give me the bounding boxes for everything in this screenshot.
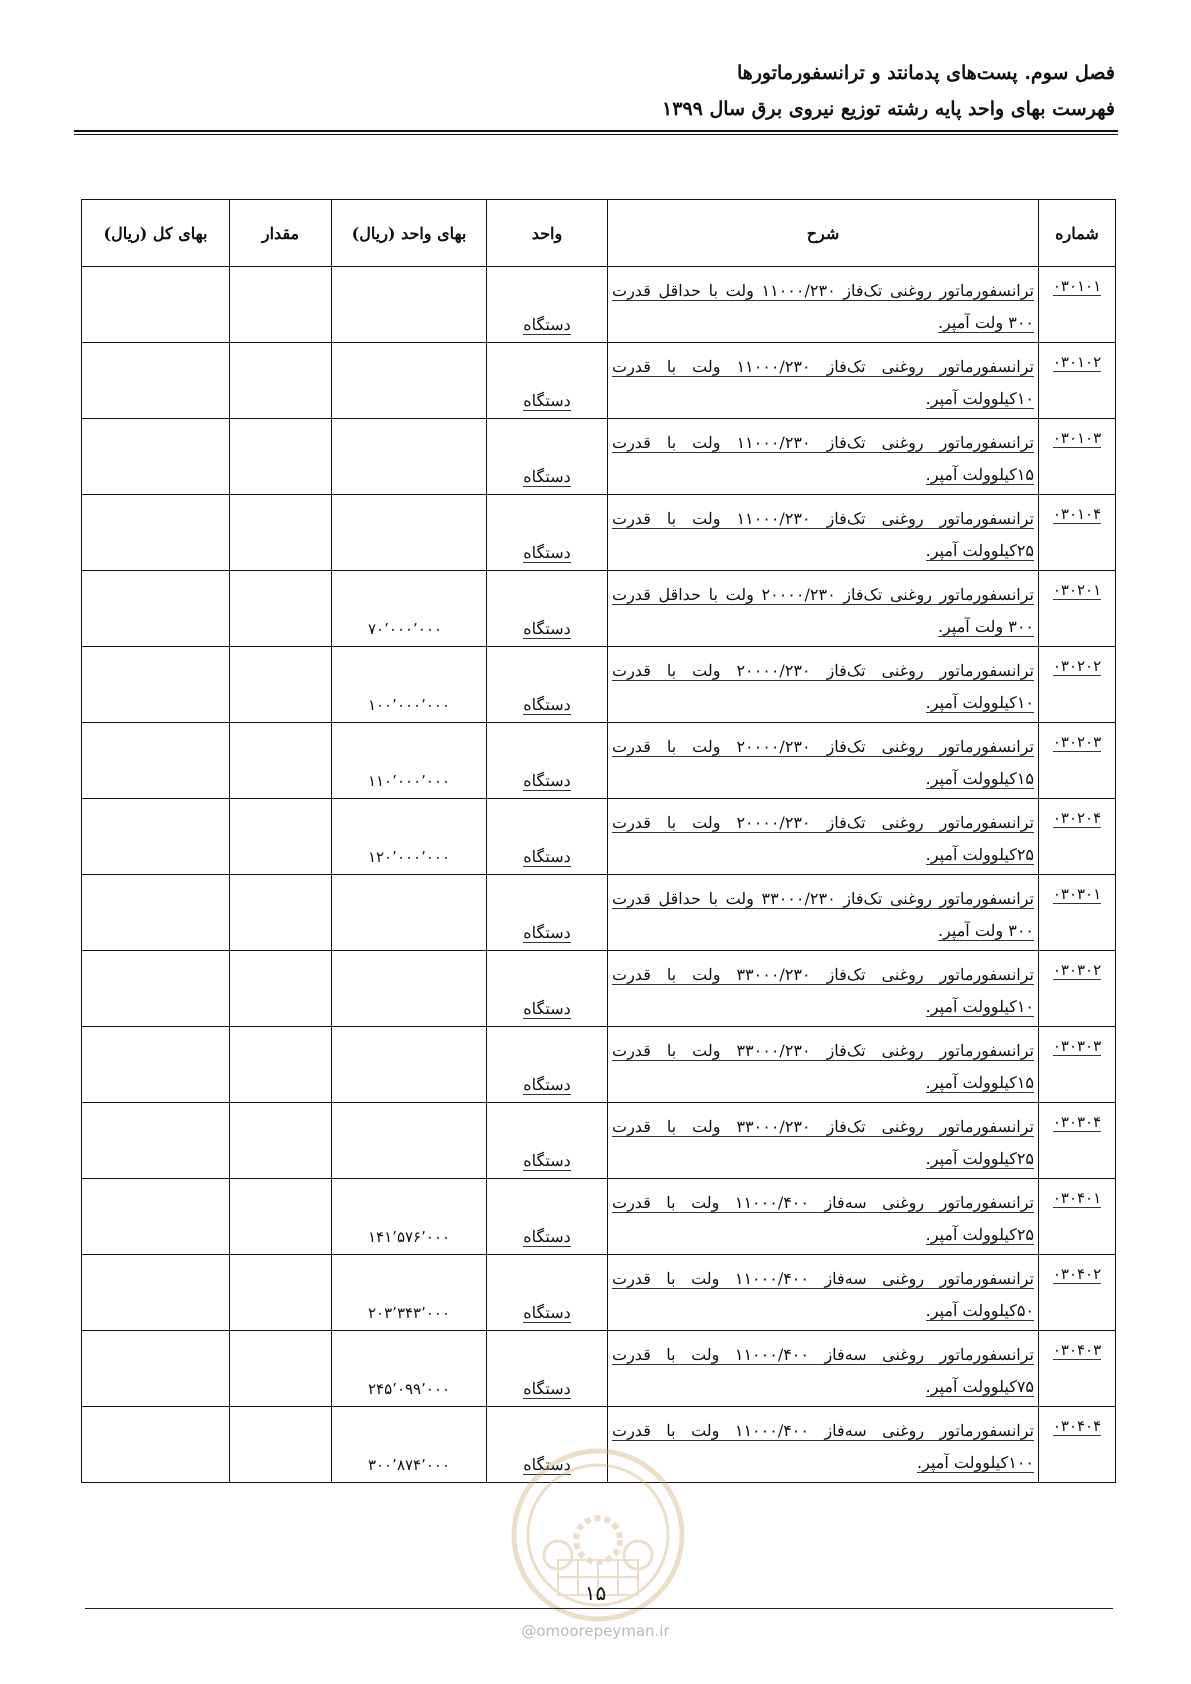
row-unit-price (332, 875, 487, 951)
row-unit-price: ۳۰۰٬۸۷۴٬۰۰۰ (332, 1407, 487, 1483)
row-unit: دستگاه (487, 1027, 608, 1103)
column-header-code: شماره (1039, 200, 1116, 267)
row-unit: دستگاه (487, 495, 608, 571)
row-unit-price (332, 419, 487, 495)
row-total-price (82, 799, 230, 875)
row-description: ترانسفورماتور روغنی تک‌فاز ۱۱۰۰۰/۲۳۰ ولت با حداقل قدرت ۳۰۰ ولت آمپر. (608, 267, 1039, 343)
table-row (82, 495, 1116, 571)
row-quantity (230, 571, 332, 647)
row-unit-price: ۱۲۰٬۰۰۰٬۰۰۰ (332, 799, 487, 875)
row-code: ۰۳۰۴۰۲ (1039, 1255, 1116, 1331)
row-description: ترانسفورماتور روغنی تک‌فاز ۲۰۰۰۰/۲۳۰ ولت با حداقل قدرت ۳۰۰ ولت آمپر. (608, 571, 1039, 647)
column-header-total-price: بهای کل (ریال) (82, 200, 230, 267)
row-total-price (82, 571, 230, 647)
row-unit-price (332, 343, 487, 419)
row-total-price (82, 343, 230, 419)
row-unit-price: ۱۱۰٬۰۰۰٬۰۰۰ (332, 723, 487, 799)
page-number: ۱۵ (584, 1581, 607, 1605)
row-total-price (82, 1179, 230, 1255)
row-description: ترانسفورماتور روغنی تک‌فاز ۳۳۰۰۰/۲۳۰ ولت با قدرت ۱۵کیلوولت آمپر. (608, 1027, 1039, 1103)
row-unit: دستگاه (487, 875, 608, 951)
row-description: ترانسفورماتور روغنی تک‌فاز ۱۱۰۰۰/۲۳۰ ولت با قدرت ۲۵کیلوولت آمپر. (608, 495, 1039, 571)
row-quantity (230, 1179, 332, 1255)
row-description: ترانسفورماتور روغنی تک‌فاز ۱۱۰۰۰/۲۳۰ ولت با قدرت ۱۵کیلوولت آمپر. (608, 419, 1039, 495)
row-unit-price: ۱۰۰٬۰۰۰٬۰۰۰ (332, 647, 487, 723)
row-quantity (230, 1103, 332, 1179)
row-description: ترانسفورماتور روغنی سه‌فاز ۱۱۰۰۰/۴۰۰ ولت با قدرت ۵۰کیلوولت آمپر. (608, 1255, 1039, 1331)
table-row (82, 1331, 1116, 1407)
row-quantity (230, 1027, 332, 1103)
row-total-price (82, 647, 230, 723)
row-quantity (230, 1331, 332, 1407)
row-code: ۰۳۰۲۰۳ (1039, 723, 1116, 799)
row-quantity (230, 951, 332, 1027)
row-quantity (230, 267, 332, 343)
table-row (82, 419, 1116, 495)
row-unit-price (332, 267, 487, 343)
row-code: ۰۳۰۴۰۱ (1039, 1179, 1116, 1255)
table-row (82, 1027, 1116, 1103)
row-description: ترانسفورماتور روغنی تک‌فاز ۲۰۰۰۰/۲۳۰ ولت با قدرت ۱۰کیلوولت آمپر. (608, 647, 1039, 723)
row-total-price (82, 1103, 230, 1179)
footer-rule (85, 1608, 1113, 1609)
row-unit: دستگاه (487, 723, 608, 799)
row-description: ترانسفورماتور روغنی تک‌فاز ۳۳۰۰۰/۲۳۰ ولت با قدرت ۲۵کیلوولت آمپر. (608, 1103, 1039, 1179)
row-unit: دستگاه (487, 267, 608, 343)
document-title: فهرست بهای واحد پایه رشته توزیع نیروی برق سال ۱۳۹۹ (662, 98, 1115, 120)
row-unit-price: ۱۴۱٬۵۷۶٬۰۰۰ (332, 1179, 487, 1255)
table-row (82, 647, 1116, 723)
row-quantity (230, 723, 332, 799)
table-row (82, 799, 1116, 875)
row-code: ۰۳۰۴۰۴ (1039, 1407, 1116, 1483)
column-header-quantity: مقدار (230, 200, 332, 267)
row-total-price (82, 1255, 230, 1331)
row-description: ترانسفورماتور روغنی تک‌فاز ۳۳۰۰۰/۲۳۰ ولت با قدرت ۱۰کیلوولت آمپر. (608, 951, 1039, 1027)
column-header-description: شرح (608, 200, 1039, 267)
table-row (82, 723, 1116, 799)
row-code: ۰۳۰۳۰۲ (1039, 951, 1116, 1027)
row-quantity (230, 1407, 332, 1483)
row-description: ترانسفورماتور روغنی تک‌فاز ۲۰۰۰۰/۲۳۰ ولت با قدرت ۱۵کیلوولت آمپر. (608, 723, 1039, 799)
row-code: ۰۳۰۳۰۴ (1039, 1103, 1116, 1179)
row-unit: دستگاه (487, 343, 608, 419)
row-quantity (230, 495, 332, 571)
row-quantity (230, 1255, 332, 1331)
row-unit: دستگاه (487, 1103, 608, 1179)
row-unit-price: ۲۴۵٬۰۹۹٬۰۰۰ (332, 1331, 487, 1407)
row-unit: دستگاه (487, 1331, 608, 1407)
row-code: ۰۳۰۱۰۴ (1039, 495, 1116, 571)
table-header-row (82, 200, 1116, 267)
row-total-price (82, 723, 230, 799)
website-watermark: @omoorepeyman.ir (521, 1622, 670, 1640)
row-unit: دستگاه (487, 951, 608, 1027)
table-row (82, 1179, 1116, 1255)
row-code: ۰۳۰۴۰۳ (1039, 1331, 1116, 1407)
row-total-price (82, 875, 230, 951)
row-unit: دستگاه (487, 1407, 608, 1483)
row-total-price (82, 495, 230, 571)
chapter-title: فصل سوم. پست‌های پدمانتد و ترانسفورماتورها (736, 62, 1115, 84)
header-rule-thin (74, 134, 1118, 135)
table-row (82, 875, 1116, 951)
row-code: ۰۳۰۲۰۱ (1039, 571, 1116, 647)
header-rule-thick (74, 130, 1118, 132)
table-row (82, 951, 1116, 1027)
row-total-price (82, 1027, 230, 1103)
row-total-price (82, 267, 230, 343)
row-code: ۰۳۰۳۰۳ (1039, 1027, 1116, 1103)
row-description: ترانسفورماتور روغنی تک‌فاز ۲۰۰۰۰/۲۳۰ ولت با قدرت ۲۵کیلوولت آمپر. (608, 799, 1039, 875)
row-quantity (230, 647, 332, 723)
table-row (82, 571, 1116, 647)
row-quantity (230, 343, 332, 419)
table-row (82, 267, 1116, 343)
row-quantity (230, 419, 332, 495)
row-unit: دستگاه (487, 571, 608, 647)
row-code: ۰۳۰۲۰۴ (1039, 799, 1116, 875)
column-header-unit-price: بهای واحد (ریال) (332, 200, 487, 267)
row-unit-price (332, 1103, 487, 1179)
row-unit-price (332, 495, 487, 571)
row-total-price (82, 951, 230, 1027)
row-unit: دستگاه (487, 1179, 608, 1255)
row-unit-price: ۷۰٬۰۰۰٬۰۰۰ (332, 571, 487, 647)
row-unit: دستگاه (487, 1255, 608, 1331)
table-row (82, 1255, 1116, 1331)
row-quantity (230, 799, 332, 875)
row-unit-price (332, 951, 487, 1027)
row-quantity (230, 875, 332, 951)
row-unit-price: ۲۰۳٬۳۴۳٬۰۰۰ (332, 1255, 487, 1331)
row-unit: دستگاه (487, 419, 608, 495)
row-code: ۰۳۰۲۰۲ (1039, 647, 1116, 723)
row-unit-price (332, 1027, 487, 1103)
row-description: ترانسفورماتور روغنی سه‌فاز ۱۱۰۰۰/۴۰۰ ولت با قدرت ۱۰۰کیلوولت آمپر. (608, 1407, 1039, 1483)
row-description: ترانسفورماتور روغنی سه‌فاز ۱۱۰۰۰/۴۰۰ ولت با قدرت ۷۵کیلوولت آمپر. (608, 1331, 1039, 1407)
row-unit: دستگاه (487, 647, 608, 723)
row-description: ترانسفورماتور روغنی تک‌فاز ۱۱۰۰۰/۲۳۰ ولت با قدرت ۱۰کیلوولت آمپر. (608, 343, 1039, 419)
row-code: ۰۳۰۳۰۱ (1039, 875, 1116, 951)
row-total-price (82, 419, 230, 495)
price-list-table (81, 199, 1116, 1483)
row-code: ۰۳۰۱۰۳ (1039, 419, 1116, 495)
row-unit: دستگاه (487, 799, 608, 875)
row-description: ترانسفورماتور روغنی تک‌فاز ۳۳۰۰۰/۲۳۰ ولت با حداقل قدرت ۳۰۰ ولت آمپر. (608, 875, 1039, 951)
row-total-price (82, 1407, 230, 1483)
row-total-price (82, 1331, 230, 1407)
row-description: ترانسفورماتور روغنی سه‌فاز ۱۱۰۰۰/۴۰۰ ولت با قدرت ۲۵کیلوولت آمپر. (608, 1179, 1039, 1255)
row-code: ۰۳۰۱۰۱ (1039, 267, 1116, 343)
column-header-unit: واحد (487, 200, 608, 267)
table-row (82, 1103, 1116, 1179)
table-row (82, 343, 1116, 419)
row-code: ۰۳۰۱۰۲ (1039, 343, 1116, 419)
